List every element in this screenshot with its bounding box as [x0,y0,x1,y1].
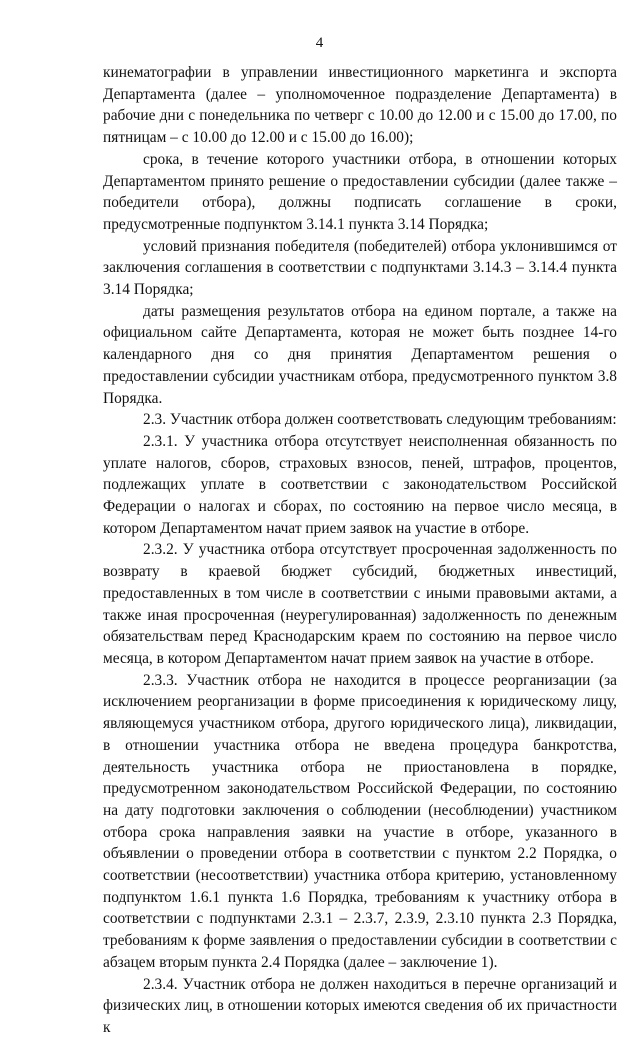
paragraph-2-3-1: 2.3.1. У участника отбора отсутствует неисполненная обязанность по уплате налогов, сборов, страховых взносов, пеней, штрафов, процентов, подлежащих уплате в соответствии с законодательством Российской Федерации о налогах и сборах, по состоянию на первое число месяца, в котором Департаментом начат прием заявок на участие в отборе. [103,432,617,537]
paragraph-deadline-agreement: срока, в течение которого участники отбора, в отношении которых Департаментом принято решение о предоставлении субсидии (далее также – победители отбора), должны подписать соглашение в сроки, предусмотренные подпунктом 3.14.1 пункта 3.14 Порядка; [103,150,617,233]
paragraph-evasion-conditions: условий признания победителя (победителей) отбора уклонившимся от заключения соглашения в соответствии с подпунктами 3.14.3 – 3.14.4 пункта 3.14 Порядка; [103,237,617,299]
paragraph-2-3-3: 2.3.3. Участник отбора не находится в процессе реорганизации (за исключением реорганизации в форме присоединения к юридическому лицу, являющемуся участником отбора, другого юридического лица), ликвидации, в отношении участника отбора не введена процедура банкротства, деятельность участника отбора не приостановлена в порядке, предусмотренном законодательством Российской Федерации, по состоянию на дату подготовки заключения о соблюдении (несоблюдении) участником отбора срока направления заявки на участие в отборе, указанного в объявлении о проведении отбора в соответствии с пунктом 2.2 Порядка, о соответствии (несоответствии) участника отбора критерию, установленному подпунктом 1.6.1 пункта 1.6 Порядка, требованиям к участнику отбора в соответствии с подпунктами 2.3.1 – 2.3.7, 2.3.9, 2.3.10 пункта 2.3 Порядка, требованиям к форме заявления о предоставлении субсидии в соответствии с абзацем вторым пункта 2.4 Порядка (далее – заключение 1). [103,671,617,971]
paragraph-2-3: 2.3. Участник отбора должен соответствовать следующим требованиям: [143,411,617,429]
paragraph-results-date: даты размещения результатов отбора на едином портале, а также на официальном сайте Департамента, которая не может быть позднее 14-го календарного дня со дня принятия Департаментом решения о предоставлении субсидии участникам отбора, предусмотренного пунктом 3.8 Порядка. [103,302,617,407]
page-number: 4 [315,35,324,51]
paragraph-continuation: кинематографии в управлении инвестиционного маркетинга и экспорта Департамента (далее – уполномоченное подразделение Департамента) в рабочие дни с понедельника по четверг с 10.00 до 12.00 и с 15.00 до 17.00, по пятницам – с 10.00 до 12.00 и с 15.00 до 16.00); [103,64,617,147]
document-body [103,62,617,1039]
paragraph-2-3-2: 2.3.2. У участника отбора отсутствует просроченная задолженность по возврату в краевой бюджет субсидий, бюджетных инвестиций, предоставленных в том числе в соответствии с иными правовыми актами, а также иная просроченная (неурегулированная) задолженность по денежным обязательствам перед Краснодарским краем по состоянию на первое число месяца, в котором Департаментом начат прием заявок на участие в отборе. [103,541,617,667]
paragraph-2-3-4: 2.3.4. Участник отбора не должен находиться в перечне организаций и физических лиц, в отношении которых имеются сведения об их причастности к [103,975,617,1036]
